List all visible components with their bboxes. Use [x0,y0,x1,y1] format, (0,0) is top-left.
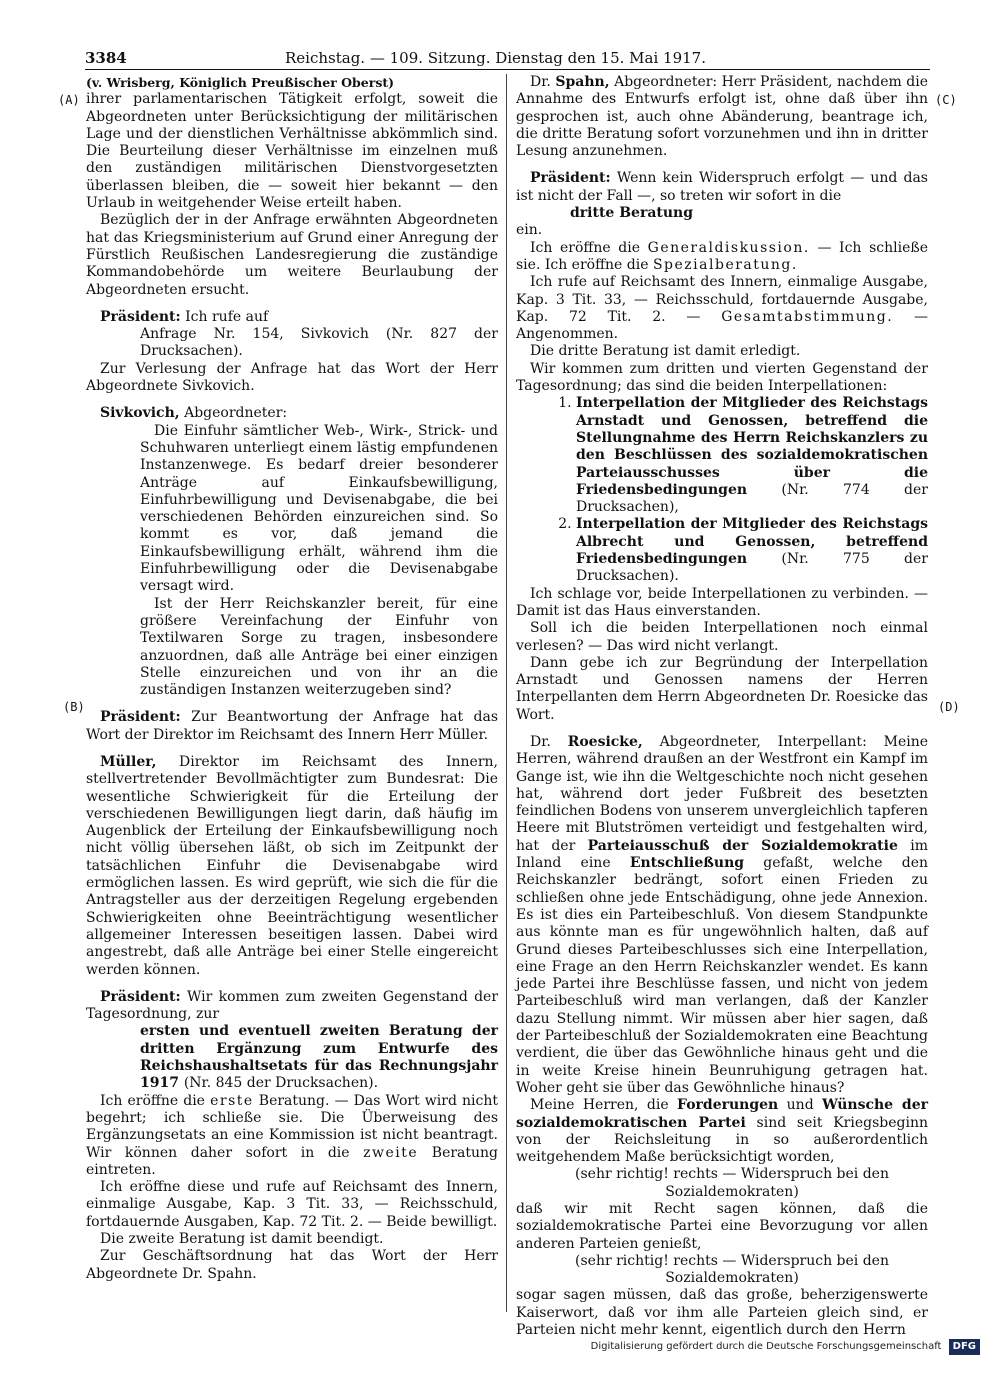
title-prefix: Dr. [530,74,551,90]
paragraph: Zur Verlesung der Anfrage hat das Wort der Herr Abgeordnete Sivkovich. [86,360,498,395]
list-item [576,516,928,585]
margin-mark-b: (B) [63,700,85,714]
paragraph [516,170,928,205]
dfg-logo: DFG [949,1339,980,1355]
spaced-text: Gesamtabstimmung. [721,308,894,325]
speaker-name: Müller, [100,753,157,770]
paragraph: Bezüglich der in der Anfrage erwähnten Abgeordneten hat das Kriegsministerium auf Grund einer Anregung der Fürstlich Reußischen Landesregierung die zuständige Kommandobehörde um weitere Beurlaubung der Abgeordneten ersucht. [86,212,498,298]
speaker-name: Präsident: [100,308,181,325]
paragraph-text: gefaßt, welche den Reichskanzler bedrängt, sofort einen Frieden zu schließen ohne jede Entschädigung, ohne jede Annexion. Es ist dies ein Parteibeschluß. Von diesem Standpunkte aus könnte man es für ungewöhnlich halten, daß auf Grund dieses Parteibeschlusses sich eine Interpellation, eine Frage an den Herrn Reichskanzler wendet. Es kann jede Partei ihre Beschlüsse fassen, und nicht von jedem Parteibeschluß wird man verlangen, daß der Kanzler dazu Stellung nimmt. Wir müssen aber hier sagen, daß der Parteibeschluß der Sozialdemokraten eine Beachtung verdient, die über das Gewöhnliche hinaus geht und die in weite Kreise hinein Beunruhigung getragen hat. Woher geht sie über das Gewöhnliche hinaus? [516,855,928,1096]
interpellation-reference: (Nr. 774 der Drucksachen), [576,481,928,516]
paragraph: daß wir mit Recht sagen können, daß die sozialdemokratische Partei eine Bevorzugung vor allen anderen Parteien genießt, [516,1201,928,1252]
paragraph-text: Wir kommen zum zweiten Gegenstand der Tagesordnung, zur [86,988,499,1023]
margin-mark-c: (C) [935,93,957,107]
speaker-name: Präsident: [100,709,181,726]
paragraph [516,74,928,160]
paragraph: Ich eröffne diese und rufe auf Reichsamt des Innern, einmalige Ausgabe, Kap. 3 Tit. 33, — Reichsschuld, fortdauernde Ausgaben, Kap. 72 Tit. 2. — Beide bewilligt. [86,1179,498,1230]
paragraph [86,405,498,422]
paragraph: Die Einfuhr sämtlicher Web-, Wirk-, Strick- und Schuhwaren unterliegt einem lästig empfundenen Instanzenwege. Es bedarf dreier besonderer Anträge auf Einkaufsbewilligung, Einfuhrbewilligung und Devisenabgabe, die bei verschiedenen Behörden einzureichen sind. So kommt es vor, daß jemand die Einkaufsbewilligung erhält, während ihm die Einfuhrbewilligung oder die Devisenabgabe versagt wird. [140,422,498,595]
interpellation-list [516,395,928,585]
paragraph: Ist der Herr Reichskanzler bereit, für eine größere Vereinfachung der Einfuhr von Textilwaren Sorge zu tragen, insbesondere anzuordnen, daß alle Anträge bei einer einzigen Stelle einzureichen und von ihr an die zuständigen Instanzen weiterzugeben sind? [140,595,498,699]
speaker-note: (v. Wrisberg, Königlich Preußischer Oberst) [86,75,395,90]
paragraph-text: und [786,1097,814,1114]
paragraph: ein. [516,222,543,239]
speaker-name: Sivkovich, [100,405,180,422]
paragraph [516,274,928,343]
page-number: 3384 [85,49,127,67]
spaced-text: zweite [363,1144,419,1161]
paragraph-text: — Angenommen. [516,308,929,343]
right-column [516,74,929,1339]
running-title: Reichstag. — 109. Sitzung. Dienstag den 15. Mai 1917. [285,49,706,67]
paragraph-text: Beratung. — Das Wort wird nicht begehrt; ich schließe sie. Die Überweisung des Ergänzungsetats an eine Kommission ist nicht beantragt. Wir können daher sofort in die [86,1092,499,1161]
paragraph-text: Ich rufe auf Reichsamt des Innern, einmalige Ausgabe, Kap. 3 Tit. 33, — Reichsschuld, fortdauernde Ausgabe, Kap. 72 Tit. 2. — [516,274,928,325]
interpellation-reference: (Nr. 775 der Drucksachen). [576,551,928,585]
spaced-text: erste [210,1092,254,1109]
paragraph [86,1093,498,1179]
title-prefix: Dr. [530,733,551,750]
paragraph: Ich schlage vor, beide Interpellationen zu verbinden. — Damit ist das Haus einverstanden. [516,585,928,619]
interjection: (sehr richtig! rechts — Widerspruch bei den Sozialdemokraten) [575,1252,889,1287]
paragraph [86,989,498,1024]
margin-mark-d: (D) [938,700,960,714]
paragraph: Soll ich die beiden Interpellationen noch einmal verlesen? — Das wird nicht verlangt. [516,620,928,654]
paragraph: Zur Geschäftsordnung hat das Wort der Herr Abgeordnete Dr. Spahn. [86,1248,498,1282]
digitization-credit [590,1338,980,1356]
paragraph: ihrer parlamentarischen Tätigkeit erfolgt, soweit die Abgeordneten unter Berücksichtigung der militärischen Lage und der dienstlichen Verhältnisse abkömmlich sind. Die Beurteilung dieser Verhältnisse im einzelnen muß den zuständigen militärischen Dienstvorgesetzten überlassen bleiben, die — soweit hier bekannt — den Urlaub in weitgehender Weise erteilt haben. [86,91,498,212]
paragraph: Die dritte Beratung ist damit erledigt. [530,343,801,360]
emphasis-text: Forderungen [677,1097,779,1114]
agenda-heading: dritte Beratung [570,205,693,222]
paragraph [516,734,928,1097]
list-item [576,395,928,516]
paragraph [86,754,498,979]
emphasis-text: Entschließung [629,855,745,872]
paragraph-text: Ich rufe auf [185,308,269,325]
speaker-name: Spahn, [555,74,610,90]
paragraph: Wir kommen zum dritten und vierten Gegenstand der Tagesordnung; das sind die beiden Interpellationen: [516,360,928,395]
interpellation-title: Interpellation der Mitglieder des Reichstags Albrecht und Genossen, betreffend Friedensbedingungen [576,516,928,568]
paragraph-text: sind seit Kriegsbeginn von der Reichsleitung in so außerordentlich weitgehendem Maße berücksichtigt worden, [516,1114,928,1166]
credit-text: Digitalisierung gefördert durch die Deutsche Forschungsgemeinschaft [590,1341,942,1352]
speaker-name: Präsident: [100,988,181,1005]
paragraph-text: Ich eröffne die [530,239,641,256]
paragraph-text: Wenn kein Widerspruch erfolgt — und das ist nicht der Fall —, so treten wir sofort in die [516,170,928,204]
paragraph-text: Abgeordneter, Interpellant: Meine Herren, während draußen an der Westfront ein Kampf im Gange ist, wie ihn die Weltgeschichte noch nicht gesehen hat, während dort jeder Fußbreit des besetzten feindlichen Bodens von unserem unvergleichlich tapferen Heere mit Blutströmen verteidigt und festgehalten wird, hat der [516,733,929,854]
interjection: (sehr richtig! rechts — Widerspruch bei den Sozialdemokraten) [575,1166,889,1200]
agenda-reference: (Nr. 845 der Drucksachen). [183,1075,379,1092]
paragraph-text: Beratung eintreten. [86,1144,499,1178]
paragraph-text: im Inland eine [516,837,929,872]
agenda-heading-text: ersten und eventuell zweiten Beratung der dritten Ergänzung zum Entwurfe des Reichshaushaltsetats für das Rechnungsjahr 1917 [140,1023,498,1092]
emphasis-text: Parteiausschuß der Sozialdemokratie [587,837,898,854]
page-header [85,48,930,70]
column-divider [506,74,507,1312]
spaced-text: Spezialberatung. [652,256,798,273]
paragraph [86,709,498,744]
interpellation-title: Interpellation der Mitglieder des Reichstags Arnstadt und Genossen, betreffend die Stellungnahme des Herrn Reichskanzlers zu den Beschlüssen des sozialdemokratischen Parteiausschusses über die Friedensbedingungen [576,395,928,498]
paragraph [86,309,498,326]
paragraph-text: Direktor im Reichsamt des Innern, stellvertretender Bevollmächtigter zum Bundesrat: Die wesentliche Schwierigkeit für die Erteilung der verschiedenen Bewilligungen liegt darin, daß häufig im Augenblick der Erteilung der Einkaufsbewilligung noch nicht völlig übersehen läßt, ob sich im Zeitpunkt der tatsächlichen Einfuhr die Devisenabgabe wird ermöglichen lassen. Es wird geprüft, wie sich die für die Antragsteller aus der derzeitigen Regelung ergebenden Schwierigkeiten ohne Beeinträchtigung wesentlicher allgemeiner Interessen beseitigen lassen. Dabei wird angestrebt, daß alle Anträge bei einer Stelle eingereicht werden können. [86,753,499,978]
paragraph-text: Abgeordneter: Herr Präsident, nachdem die Annahme des Entwurfs erfolgt ist, ohne daß über ihn gesprochen ist, auch ohne Abänderung, beantrage ich, die dritte Beratung sofort vorzunehmen und ihn in dritter Lesung anzunehmen. [516,74,929,160]
paragraph: Die zweite Beratung ist damit beendigt. [100,1231,384,1247]
margin-mark-a: (A) [58,93,80,107]
agenda-block: Anfrage Nr. 154, Sivkovich (Nr. 827 der Drucksachen). [140,326,498,360]
speaker-name: Präsident: [530,170,611,187]
paragraph: sogar sagen müssen, daß das große, beherzigenswerte Kaiserwort, daß vor ihm alle Parteien gleich sind, er Parteien nicht mehr kennt, eigentlich durch den Herrn [516,1287,928,1339]
left-column [86,74,498,1312]
paragraph [516,240,928,275]
paragraph-text: Ich eröffne die [100,1092,205,1109]
speaker-name: Roesicke, [567,733,643,750]
emphasis-text: Wünsche der sozialdemokratischen Partei [516,1097,929,1131]
spaced-text: Generaldiskussion. [647,239,810,256]
paragraph-text: Meine Herren, die [530,1097,669,1114]
speaker-role: Abgeordneter: [184,405,288,422]
paragraph-text: — Ich schließe sie. Ich eröffne die [516,239,928,273]
paragraph: Dann gebe ich zur Begründung der Interpellation Arnstadt und Genossen namens der Herren Interpellanten dem Herrn Abgeordneten Dr. Roesicke das Wort. [516,654,928,723]
paragraph [516,1097,928,1166]
paragraph-text: Zur Beantwortung der Anfrage hat das Wort der Direktor im Reichsamt des Innern Herr Müller. [86,709,498,743]
agenda-heading [86,1023,498,1092]
